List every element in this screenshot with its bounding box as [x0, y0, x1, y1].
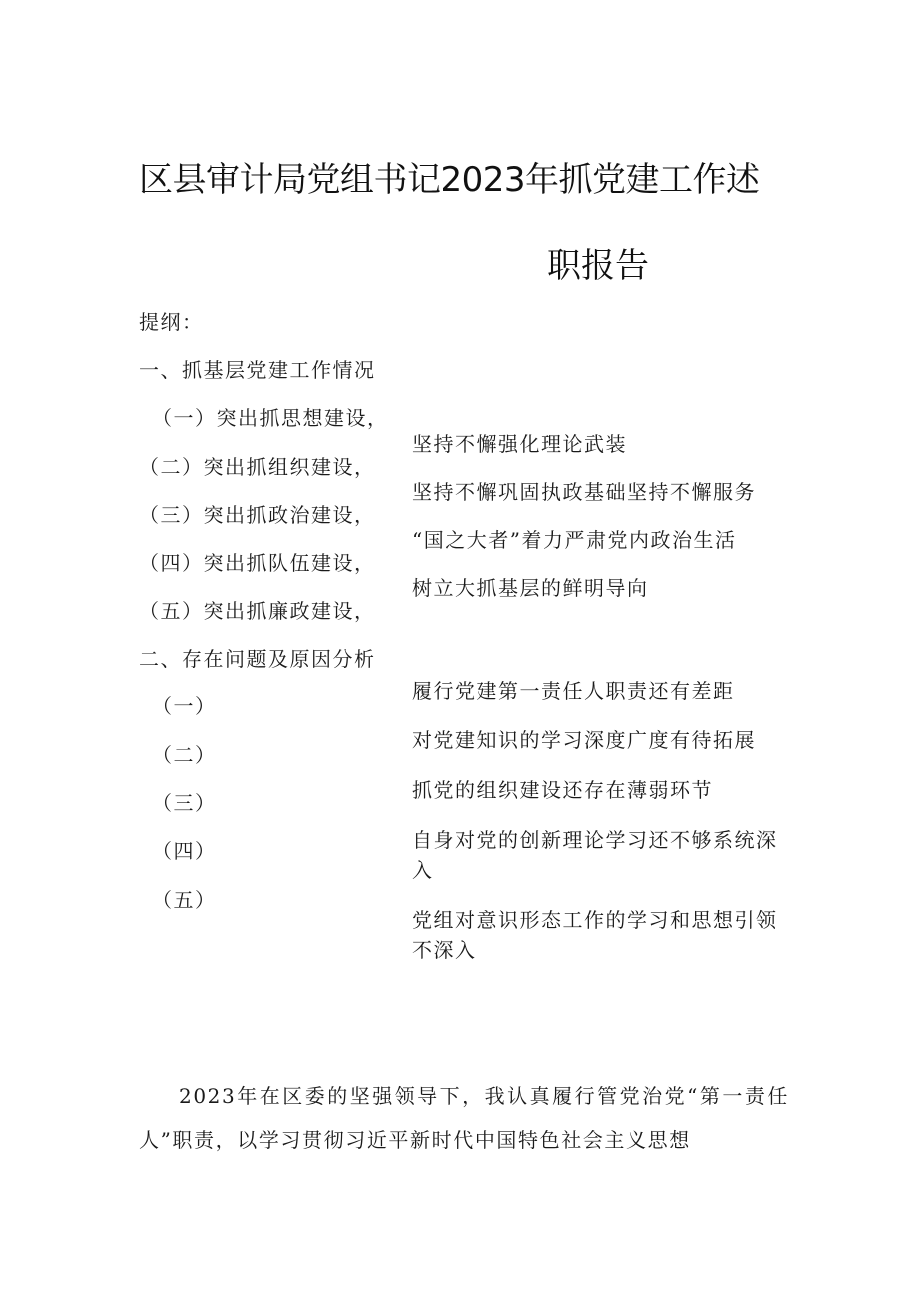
section-1-item-5-number: （五）突出抓廉政建设， — [139, 599, 376, 623]
section-2-item-4-description: 自身对党的创新理论学习还不够系统深入 — [412, 828, 778, 882]
section-2-item-1-description: 履行党建第一责任人职责还有差距 — [412, 679, 735, 703]
section-1-item-4-number: （四）突出抓队伍建设， — [139, 551, 376, 575]
section-1-item-2-number: （二）突出抓组织建设， — [139, 455, 376, 479]
section-2-item-3-description: 抓党的组织建设还存在薄弱环节 — [412, 778, 713, 802]
outline-label: 提纲： — [139, 310, 204, 334]
section-1-item-2-description: 坚持不懈巩固执政基础坚持不懈服务 — [412, 480, 756, 504]
section-1-item-4-description: 树立大抓基层的鲜明导向 — [412, 576, 649, 600]
section-2-item-2-number: （二） — [152, 743, 217, 767]
body-paragraph: 2023年在区委的坚强领导下，我认真履行管党治党“第一责任人”职责，以学习贯彻习近平新时代中国特色社会主义思想 — [139, 1084, 789, 1152]
section-1-heading: 一、抓基层党建工作情况 — [139, 358, 376, 382]
section-2-heading: 二、存在问题及原因分析 — [139, 647, 376, 671]
section-1-item-1-number: （一）突出抓思想建设， — [152, 406, 389, 430]
document-title-line-2: 职报告 — [547, 246, 649, 286]
section-2-item-5-number: （五） — [152, 888, 217, 912]
section-1-item-3-number: （三）突出抓政治建设， — [139, 503, 376, 527]
document-title-line-1: 区县审计局党组书记2023年抓党建工作述 — [139, 160, 760, 200]
section-2-item-4-number: （四） — [152, 839, 217, 863]
section-2-item-3-number: （三） — [152, 791, 217, 815]
section-1-item-1-description: 坚持不懈强化理论武装 — [412, 432, 627, 456]
section-2-item-1-number: （一） — [152, 694, 217, 718]
section-2-item-5-description: 党组对意识形态工作的学习和思想引领不深入 — [412, 908, 778, 962]
section-2-item-2-description: 对党建知识的学习深度广度有待拓展 — [412, 728, 756, 752]
section-1-item-3-description: “国之大者”着力严肃党内政治生活 — [412, 528, 737, 552]
